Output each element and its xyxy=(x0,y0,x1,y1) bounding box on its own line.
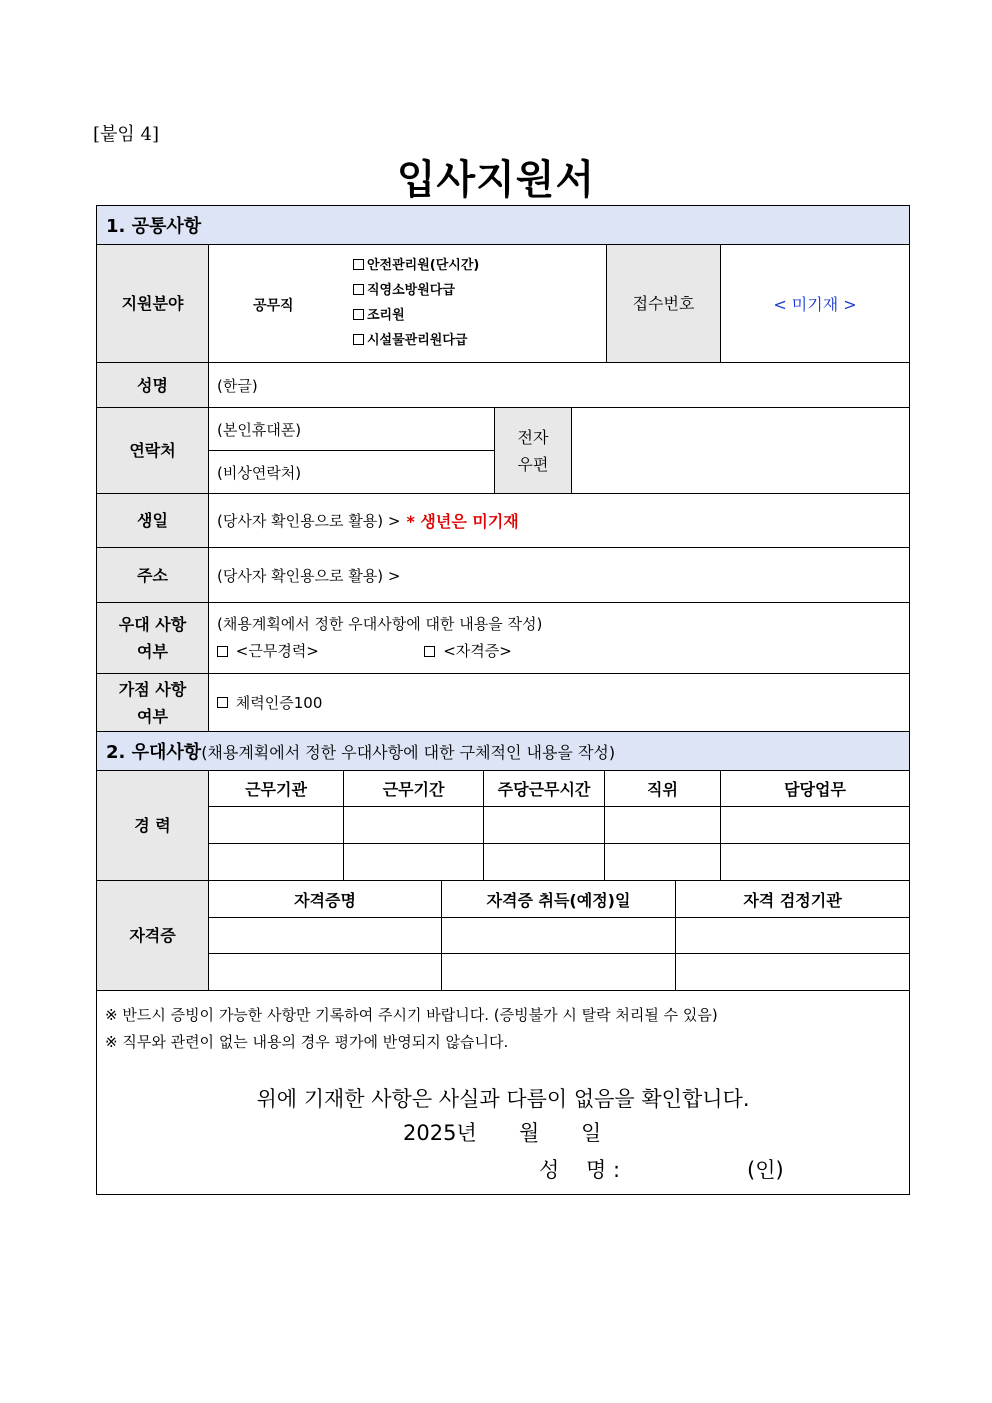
email-input[interactable] xyxy=(571,407,910,494)
table-cell[interactable] xyxy=(441,917,676,954)
contact-label: 연락처 xyxy=(96,407,209,494)
table-cell[interactable] xyxy=(604,843,721,881)
attachment-label: [붙임 4] xyxy=(93,124,159,145)
section-1-header xyxy=(96,205,910,245)
section-2-title: 2. 우대사항 xyxy=(106,742,202,763)
table-cell[interactable] xyxy=(604,806,721,844)
table-cell[interactable] xyxy=(720,806,910,844)
signature-label: 성 명 : xyxy=(539,1158,621,1182)
checkbox[interactable] xyxy=(353,334,364,345)
table-cell[interactable] xyxy=(675,917,910,954)
section-2-subtitle: (채용계획에서 정한 우대사항에 대한 구체적인 내용을 작성) xyxy=(201,742,616,762)
table-cell[interactable] xyxy=(483,843,605,881)
address-label: 주소 xyxy=(96,547,209,603)
section-2-header xyxy=(96,731,910,771)
career-col-position: 직위 xyxy=(604,770,721,807)
career-col-org: 근무기관 xyxy=(208,770,344,807)
cert-label: 자격증 xyxy=(96,880,209,991)
career-label: 경 력 xyxy=(96,770,209,881)
emergency-contact-input[interactable]: (비상연락처) xyxy=(208,450,495,494)
cert-col-agency: 자격 검정기관 xyxy=(675,880,910,918)
mobile-input[interactable]: (본인휴대폰) xyxy=(208,407,495,451)
checkbox[interactable] xyxy=(353,309,364,320)
birth-label: 생일 xyxy=(96,493,209,548)
field-option[interactable]: 직영소방원다급 xyxy=(353,278,479,303)
cert-col-name: 자격증명 xyxy=(208,880,442,918)
career-col-duty: 담당업무 xyxy=(720,770,910,807)
preference-cell xyxy=(208,602,910,674)
name-label: 성명 xyxy=(96,362,209,408)
field-option[interactable]: 조리원 xyxy=(353,303,479,328)
table-cell[interactable] xyxy=(343,806,484,844)
preference-hint: (채용계획에서 정한 우대사항에 대한 내용을 작성) xyxy=(217,615,543,633)
bonus-option[interactable]: 체력인증100 xyxy=(208,673,910,732)
checkbox[interactable] xyxy=(353,284,364,295)
name-input[interactable]: (한글) xyxy=(208,362,910,408)
address-input[interactable]: (당사자 확인용으로 활용) > xyxy=(208,547,910,603)
note-2: ※ 직무와 관련이 없는 내용의 경우 평가에 반영되지 않습니다. xyxy=(105,1033,509,1051)
table-cell[interactable] xyxy=(441,953,676,991)
bonus-label: 가점 사항 여부 xyxy=(96,673,209,732)
preference-label: 우대 사항 여부 xyxy=(96,602,209,674)
table-cell[interactable] xyxy=(208,917,442,954)
note-1: ※ 반드시 증빙이 가능한 사항만 기록하여 주시기 바랍니다. (증빙불가 시 탈락 처리될 수 있음) xyxy=(105,1006,718,1024)
form-title: 입사지원서 xyxy=(396,157,596,203)
field-option[interactable]: 시설물관리원다급 xyxy=(353,328,479,353)
career-col-hours: 주당근무시간 xyxy=(483,770,605,807)
date-day: 일 xyxy=(581,1121,602,1145)
table-cell[interactable] xyxy=(343,843,484,881)
date-month: 월 xyxy=(519,1121,540,1145)
email-label: 전자 우편 xyxy=(494,407,572,494)
table-cell[interactable] xyxy=(675,953,910,991)
declaration-text: 위에 기재한 사항은 사실과 다름이 없음을 확인합니다. xyxy=(256,1087,750,1111)
field-options xyxy=(353,253,479,353)
cert-col-date: 자격증 취득(예정)일 xyxy=(441,880,676,918)
checkbox[interactable] xyxy=(217,646,228,657)
receipt-value: < 미기재 > xyxy=(720,244,910,363)
seal-mark: (인) xyxy=(747,1158,784,1182)
checkbox[interactable] xyxy=(217,697,228,708)
table-cell[interactable] xyxy=(208,806,344,844)
birth-note: * 생년은 미기재 xyxy=(406,512,519,531)
career-col-period: 근무기간 xyxy=(343,770,484,807)
section-1-title: 1. 공통사항 xyxy=(106,216,202,237)
preference-career-option[interactable]: <근무경력> xyxy=(217,642,319,660)
table-cell[interactable] xyxy=(208,953,442,991)
declaration-box xyxy=(96,990,910,1195)
checkbox[interactable] xyxy=(424,646,435,657)
date-year: 2025년 xyxy=(403,1121,477,1145)
receipt-label: 접수번호 xyxy=(606,244,721,363)
field-cell xyxy=(208,244,607,363)
preference-cert-option[interactable]: <자격증> xyxy=(424,642,511,660)
table-cell[interactable] xyxy=(720,843,910,881)
field-label: 지원분야 xyxy=(96,244,209,363)
field-option[interactable]: 안전관리원(단시간) xyxy=(353,253,479,278)
birth-hint: (당사자 확인용으로 활용) > xyxy=(217,512,401,530)
birth-input[interactable] xyxy=(208,493,910,548)
checkbox[interactable] xyxy=(353,259,364,270)
table-cell[interactable] xyxy=(208,843,344,881)
table-cell[interactable] xyxy=(483,806,605,844)
field-value: 공무직 xyxy=(253,298,294,314)
application-form xyxy=(96,205,910,1195)
